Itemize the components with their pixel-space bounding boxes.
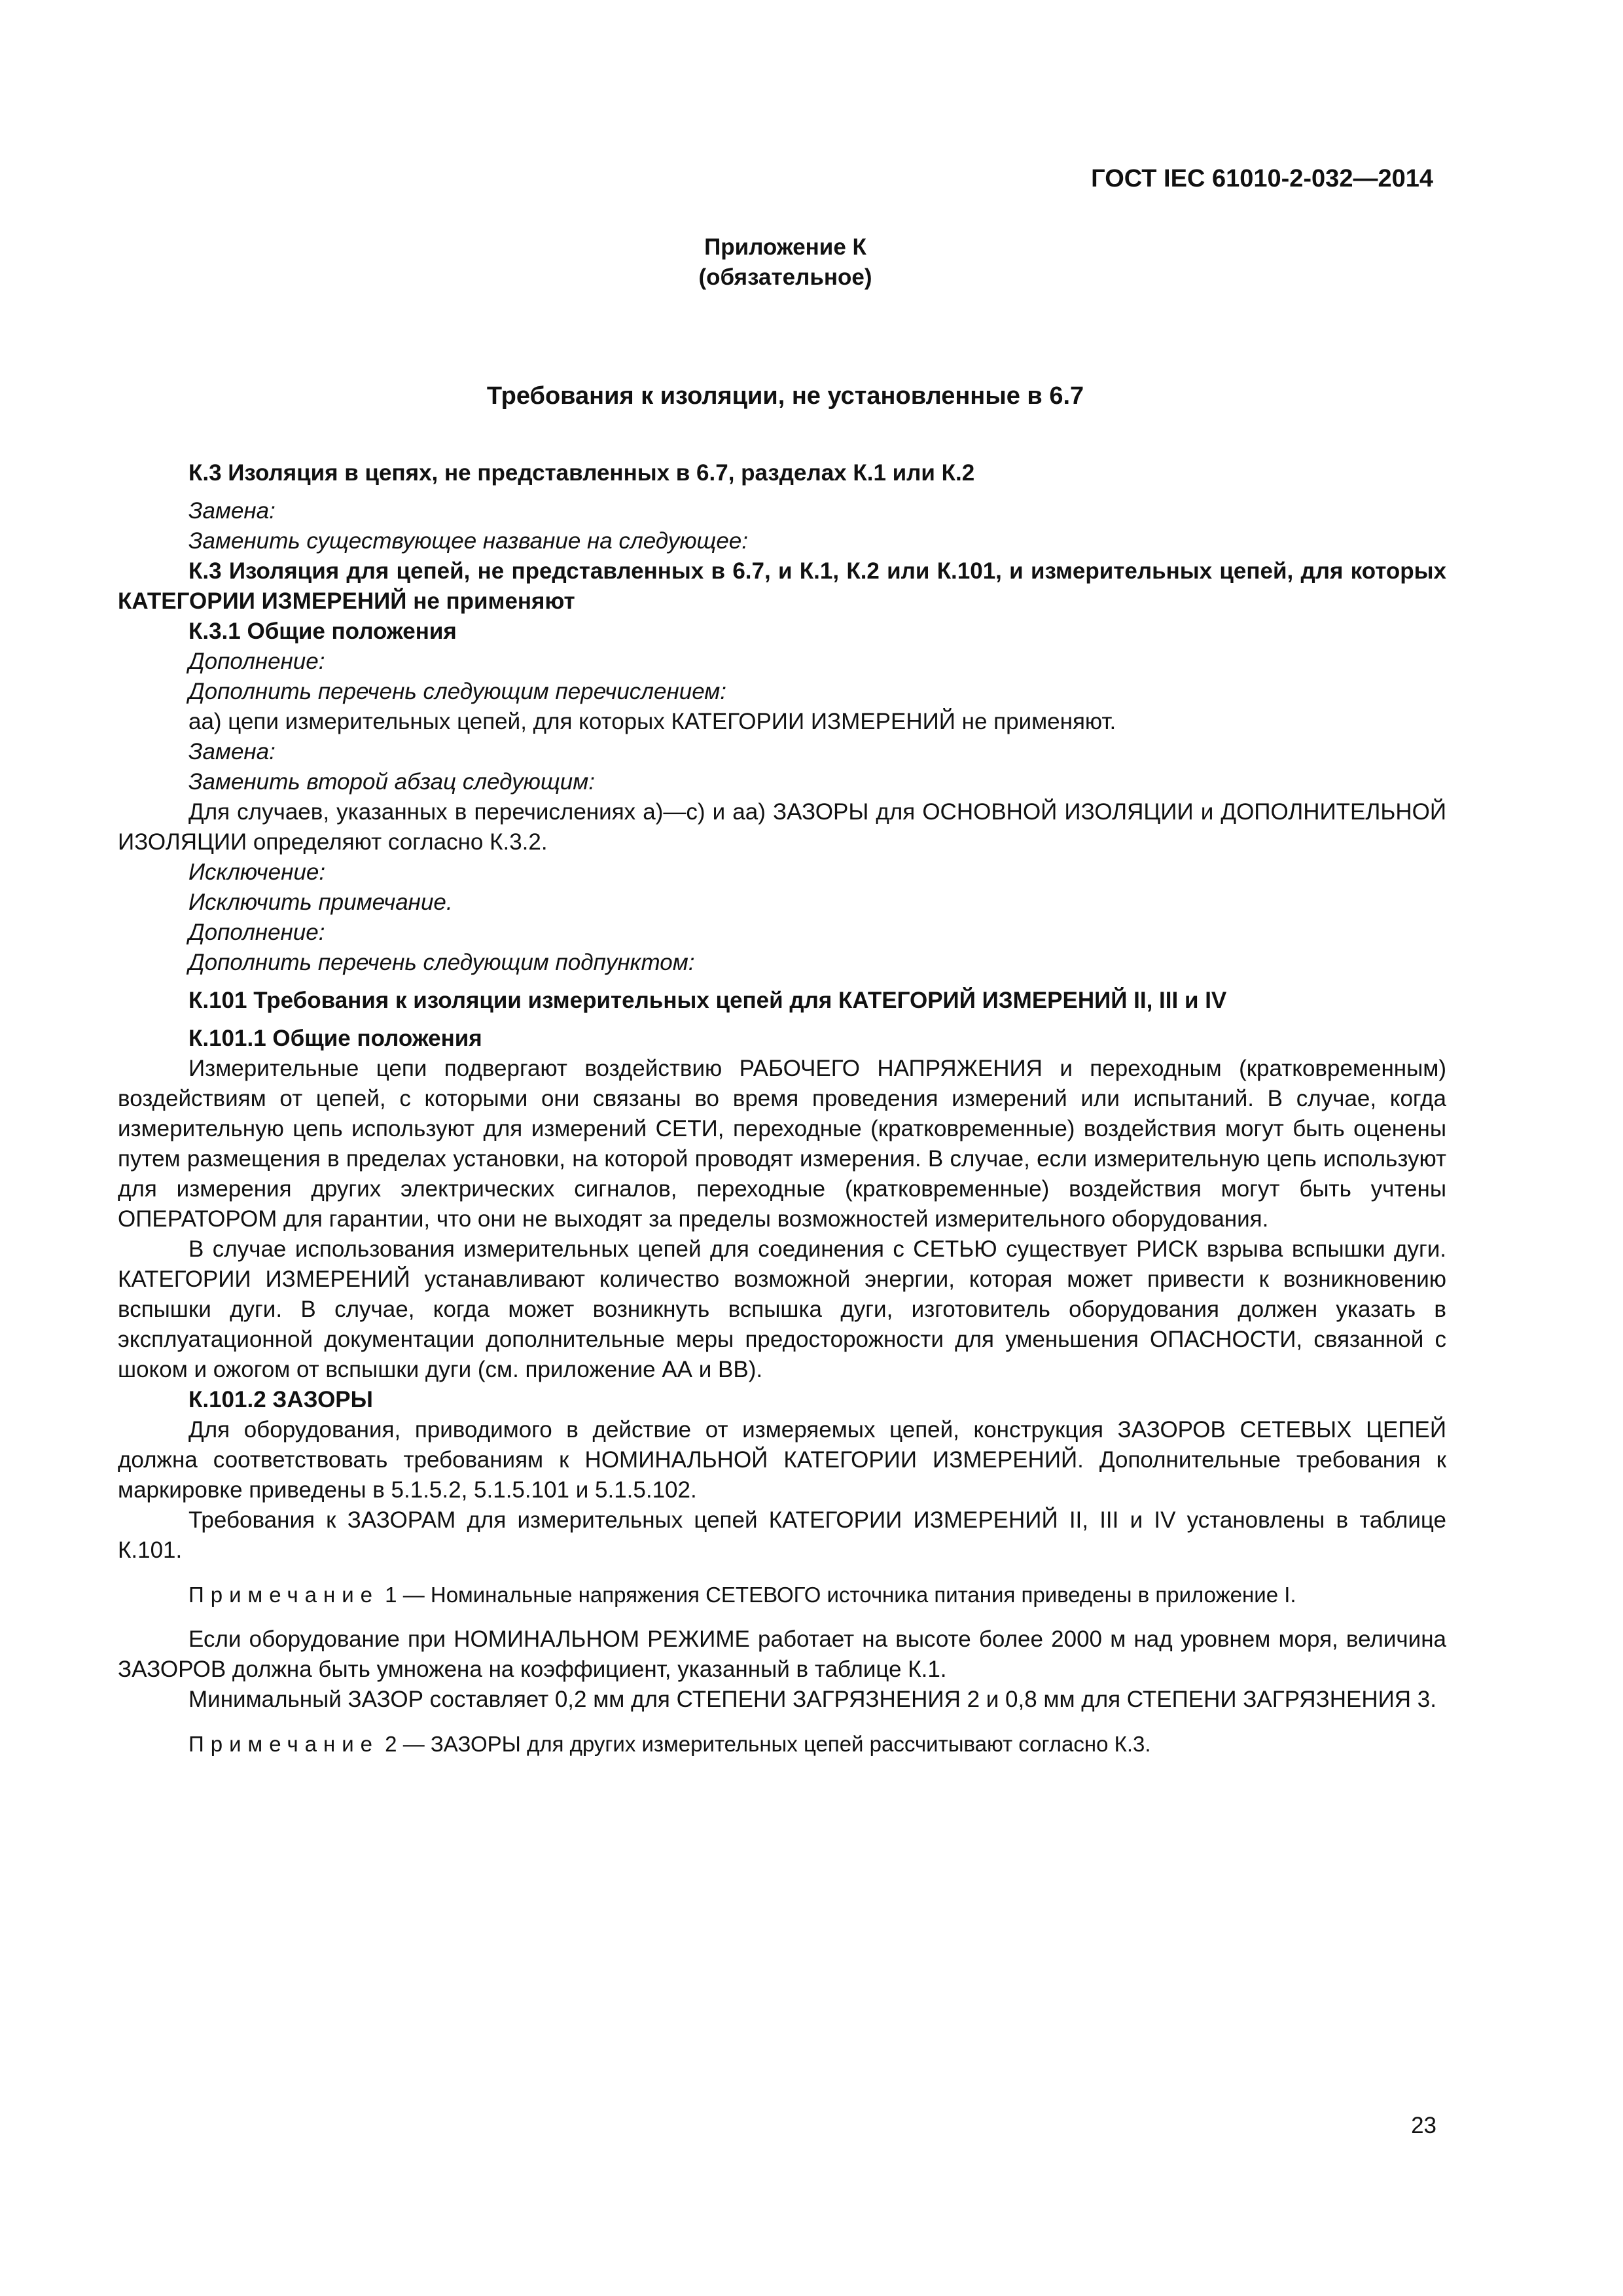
paragraph: Для случаев, указанных в перечислениях а)—с) и аа) ЗАЗОРЫ для ОСНОВНОЙ ИЗОЛЯЦИИ и ДОПОЛНИТЕЛЬНОЙ ИЗОЛЯЦИИ определяют согласно К.3.2.	[118, 799, 1446, 855]
page-title: Требования к изоляции, не установленные в 6.7	[486, 382, 1084, 410]
section-heading-k3: К.3 Изоляция в цепях, не представленных в 6.7, разделах К.1 или К.2	[188, 460, 975, 486]
amendment-instruction: Исключить примечание.	[188, 889, 453, 915]
note-label: Примечание	[188, 1732, 380, 1756]
paragraph: Для оборудования, приводимого в действие от измеряемых цепей, конструкция ЗАЗОРОВ СЕТЕВЫХ ЦЕПЕЙ должна соответствовать требованиям к НОМИНАЛЬНОЙ КАТЕГОРИИ ИЗМЕРЕНИЙ. Дополнительные требования к маркировке приведены в 5.1.5.2, 5.1.5.101 и 5.1.5.102.	[118, 1417, 1446, 1503]
note-text: 1 — Номинальные напряжения СЕТЕВОГО источника питания приведены в приложение I.	[379, 1583, 1296, 1607]
amendment-instruction: Дополнить перечень следующим перечислением:	[188, 679, 727, 704]
amendment-instruction: Заменить существующее название на следующее:	[188, 528, 748, 554]
section-heading-k1011: К.101.1 Общие положения	[188, 1026, 482, 1051]
paragraph: В случае использования измерительных цепей для соединения с СЕТЬЮ существует РИСК взрыва вспышки дуги. КАТЕГОРИИ ИЗМЕРЕНИЙ устанавливают количество возможной энергии, которая может привести к возникновению вспышки дуги. В случае, когда может возникнуть вспышка дуги, изготовитель оборудования должен указать в эксплуатационной документации дополнительные меры предосторожности для уменьшения ОПАСНОСТИ, связанной с шоком и ожогом от вспышки дуги (см. приложение АА и ВВ).	[118, 1236, 1446, 1382]
note-2	[118, 1729, 1446, 1759]
appendix-block	[0, 232, 1571, 293]
paragraph: Требования к ЗАЗОРАМ для измерительных цепей КАТЕГОРИИ ИЗМЕРЕНИЙ II, III и IV установлены в таблице К.101.	[118, 1507, 1446, 1563]
paragraph: Минимальный ЗАЗОР составляет 0,2 мм для СТЕПЕНИ ЗАГРЯЗНЕНИЯ 2 и 0,8 мм для СТЕПЕНИ ЗАГРЯЗНЕНИЯ 3.	[188, 1687, 1436, 1712]
amendment-label: Исключение:	[188, 859, 326, 885]
paragraph: Измерительные цепи подвергают воздействию РАБОЧЕГО НАПРЯЖЕНИЯ и переходным (кратковременным) воздействиям от цепей, с которыми они связаны во время проведения измерений или испытаний. В случае, когда измерительную цепь используют для измерений СЕТИ, переходные (кратковременные) воздействия могут быть оценены путем размещения в пределах установки, на которой проводят измерения. В случае, если измерительную цепь используют для измерения других электрических сигналов, переходные (кратковременные) воздействия могут быть учтены ОПЕРАТОРОМ для гарантии, что они не выходят за пределы возможностей измерительного оборудования.	[118, 1056, 1446, 1232]
standard-code: ГОСТ IEC 61010-2-032—2014	[1091, 165, 1433, 192]
note-text: 2 — ЗАЗОРЫ для других измерительных цепей рассчитывают согласно К.3.	[379, 1732, 1151, 1756]
section-heading-k1012: К.101.2 ЗАЗОРЫ	[188, 1387, 373, 1412]
note-1	[118, 1580, 1446, 1610]
document-body	[118, 458, 1446, 1759]
section-heading-k3-new: К.3 Изоляция для цепей, не представленных в 6.7, и К.1, К.2 или К.101, и измерительных цепей, для которых КАТЕГОРИИ ИЗМЕРЕНИЙ не применяют	[118, 558, 1446, 614]
appendix-status: (обязательное)	[698, 264, 872, 290]
list-item-aa: аа) цепи измерительных цепей, для которых КАТЕГОРИИ ИЗМЕРЕНИЙ не применяют.	[188, 709, 1116, 734]
section-heading-k101: К.101 Требования к изоляции измерительных цепей для КАТЕГОРИЙ ИЗМЕРЕНИЙ II, III и IV	[188, 988, 1227, 1013]
amendment-instruction: Дополнить перечень следующим подпунктом:	[188, 950, 695, 975]
page-number: 23	[1411, 2113, 1436, 2138]
note-label: Примечание	[188, 1583, 380, 1607]
amendment-label: Дополнение:	[188, 649, 325, 674]
amendment-instruction: Заменить второй абзац следующим:	[188, 769, 595, 795]
paragraph: Если оборудование при НОМИНАЛЬНОМ РЕЖИМЕ работает на высоте более 2000 м над уровнем моря, величина ЗАЗОРОВ должна быть умножена на коэффициент, указанный в таблице К.1.	[118, 1626, 1446, 1682]
section-heading-k31: К.3.1 Общие положения	[188, 619, 457, 644]
appendix-title: Приложение К	[704, 234, 866, 260]
amendment-label: Дополнение:	[188, 920, 325, 945]
amendment-label: Замена:	[188, 739, 276, 764]
amendment-label: Замена:	[188, 498, 276, 524]
